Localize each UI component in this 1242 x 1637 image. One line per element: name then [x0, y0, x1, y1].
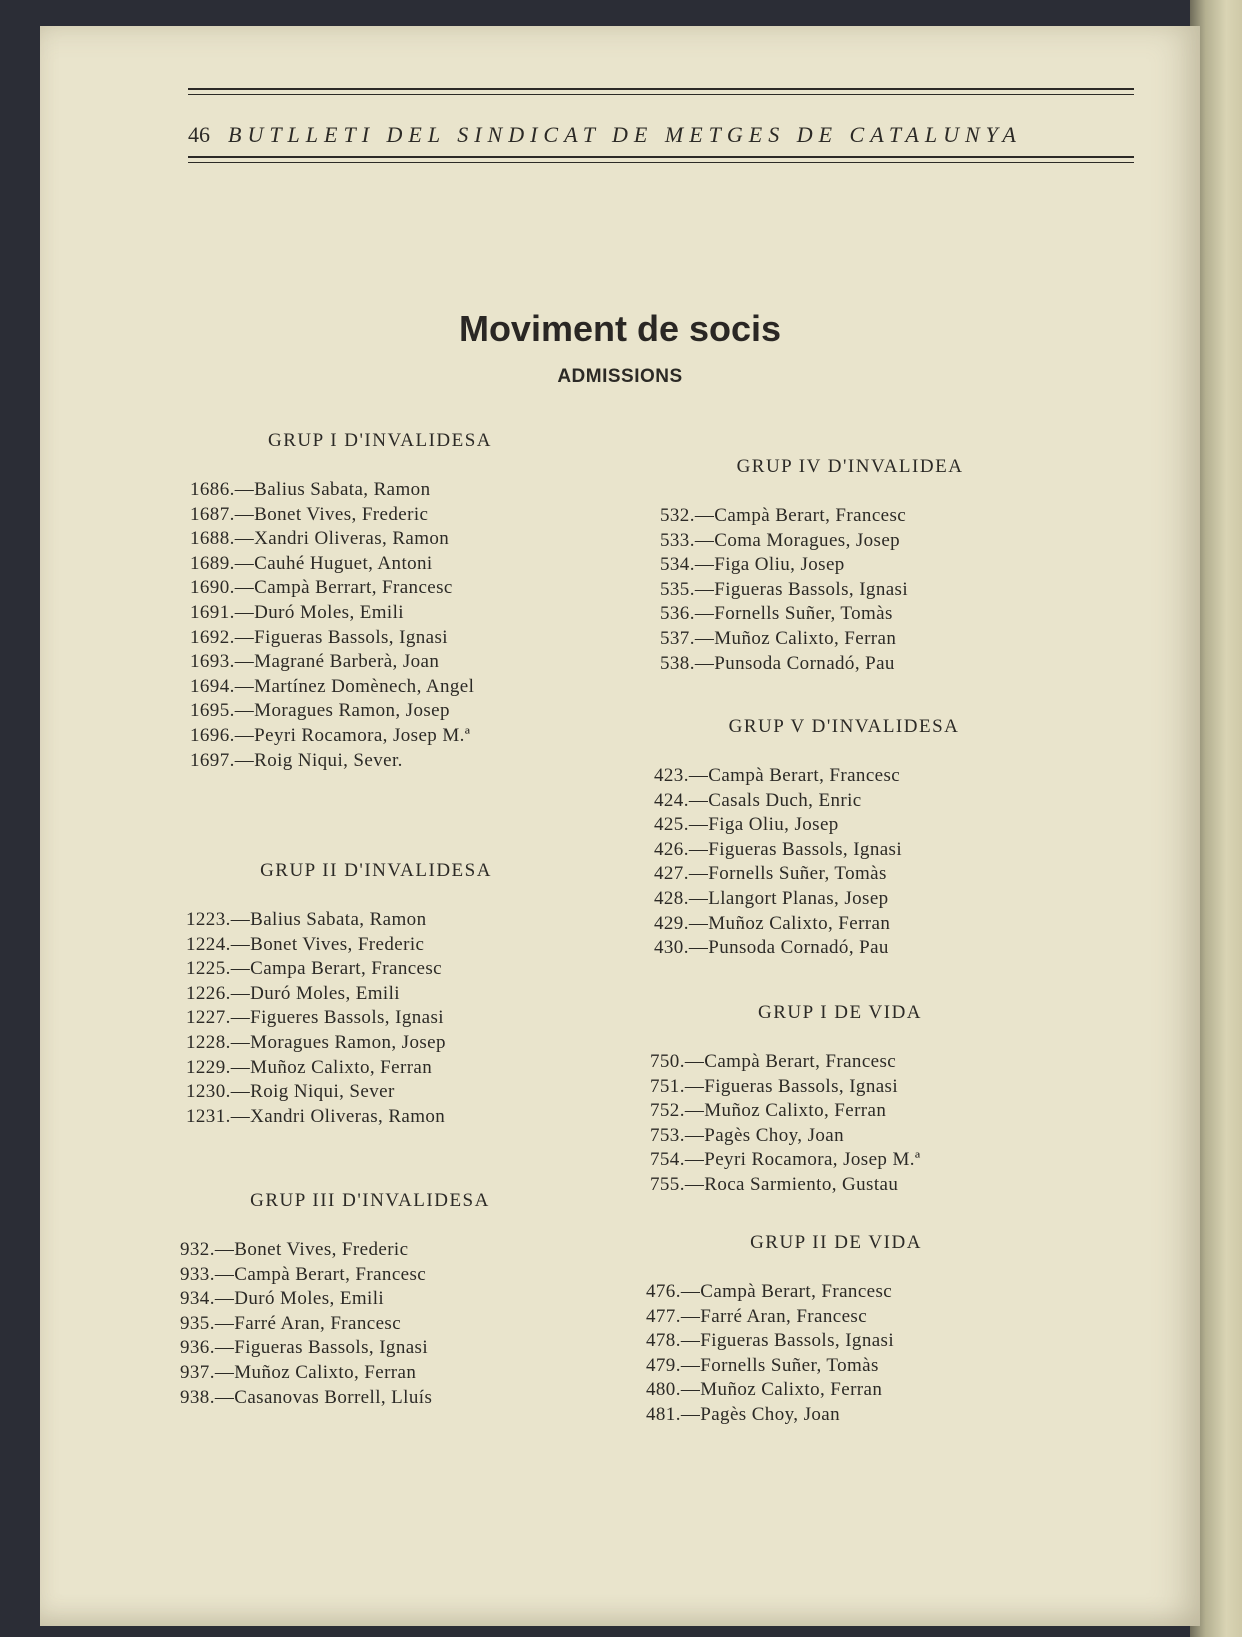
list-item: 1690.—Campà Berrart, Francesc — [190, 577, 453, 599]
list-item: 1688.—Xandri Oliveras, Ramon — [190, 528, 450, 550]
list-item: 750.—Campà Berart, Francesc — [650, 1051, 897, 1072]
running-header — [188, 88, 1134, 180]
group-invalidesa-2 — [186, 860, 566, 1129]
list-item: 424.—Casals Duch, Enric — [654, 789, 862, 811]
list-item: 754.—Peyri Rocamora, Josep M.ª — [650, 1149, 921, 1171]
list-item: 1689.—Cauhé Huguet, Antoni — [190, 552, 433, 574]
page-title: Moviment de socis — [458, 308, 782, 349]
list-item: 1230.—Roig Niqui, Sever — [186, 1081, 395, 1103]
list-item: 936.—Figueras Bassols, Ignasi — [180, 1337, 429, 1359]
list-item: 1692.—Figueras Bassols, Ignasi — [190, 626, 448, 648]
group-vida-2 — [646, 1232, 1026, 1428]
list-item: 426.—Figueras Bassols, Ignasi — [654, 838, 903, 860]
list-item: 935.—Farré Aran, Francesc — [180, 1312, 402, 1334]
group-invalidesa-4 — [660, 456, 1040, 676]
list-item: 428.—Llangort Planas, Josep — [654, 887, 889, 909]
journal-title: BUTLLETI DEL SINDICAT DE METGES DE CATALUNYA — [228, 122, 1022, 147]
list-item: 1228.—Moragues Ramon, Josep — [186, 1031, 446, 1053]
list-item: 934.—Duró Moles, Emili — [180, 1288, 385, 1310]
list-item: 479.—Fornells Suñer, Tomàs — [646, 1354, 879, 1376]
page-number: 46 — [188, 122, 210, 147]
list-item: 1225.—Campa Berart, Francesc — [186, 958, 443, 980]
list-item: 752.—Muñoz Calixto, Ferran — [650, 1100, 887, 1122]
list-item: 1226.—Duró Moles, Emili — [186, 982, 400, 1004]
group-vida-1 — [650, 1002, 1030, 1198]
list-item: 751.—Figueras Bassols, Ignasi — [650, 1075, 899, 1097]
list-item: 427.—Fornells Suñer, Tomàs — [654, 863, 887, 885]
header-rule-top-thin — [188, 94, 1134, 95]
group-title: GRUP IV D'INVALIDEA — [736, 456, 964, 477]
group-title: GRUP I D'INVALIDESA — [267, 430, 493, 451]
page-subtitle: ADMISSIONS — [557, 366, 683, 387]
list-item: 476.—Campà Berart, Francesc — [646, 1281, 893, 1302]
list-item: 937.—Muñoz Calixto, Ferran — [180, 1361, 417, 1383]
list-item: 1694.—Martínez Domènech, Angel — [190, 675, 475, 697]
list-item: 425.—Figa Oliu, Josep — [654, 814, 839, 836]
list-item: 1686.—Balius Sabata, Ramon — [190, 479, 431, 500]
list-item: 478.—Figueras Bassols, Ignasi — [646, 1330, 895, 1352]
list-item: 753.—Pagès Choy, Joan — [650, 1124, 844, 1146]
list-item: 537.—Muñoz Calixto, Ferran — [660, 627, 897, 649]
header-rule-top — [188, 88, 1134, 90]
list-item: 430.—Punsoda Cornadó, Pau — [654, 937, 889, 959]
list-item: 480.—Muñoz Calixto, Ferran — [646, 1379, 883, 1401]
group-title: GRUP I DE VIDA — [757, 1002, 923, 1023]
list-item: 1693.—Magrané Barberà, Joan — [190, 651, 440, 673]
list-item: 933.—Campà Berart, Francesc — [180, 1263, 427, 1285]
list-item: 533.—Coma Moragues, Josep — [660, 529, 901, 551]
list-item: 535.—Figueras Bassols, Ignasi — [660, 578, 909, 600]
list-item: 532.—Campà Berart, Francesc — [660, 505, 907, 526]
list-item: 1224.—Bonet Vives, Frederic — [186, 933, 425, 955]
list-item: 1231.—Xandri Oliveras, Ramon — [186, 1105, 446, 1127]
document-page — [40, 26, 1200, 1626]
list-item: 1695.—Moragues Ramon, Josep — [190, 700, 450, 722]
list-item: 1697.—Roig Niqui, Sever. — [190, 749, 403, 771]
list-item: 932.—Bonet Vives, Frederic — [180, 1239, 409, 1260]
group-title: GRUP III D'INVALIDESA — [250, 1190, 490, 1211]
group-title: GRUP V D'INVALIDESA — [728, 716, 960, 737]
header-rule-bottom — [188, 156, 1134, 158]
list-item: 538.—Punsoda Cornadó, Pau — [660, 652, 895, 674]
list-item: 477.—Farré Aran, Francesc — [646, 1305, 868, 1327]
group-invalidesa-5 — [654, 716, 1034, 961]
list-item: 1691.—Duró Moles, Emili — [190, 601, 404, 623]
list-item: 1223.—Balius Sabata, Ramon — [186, 909, 427, 930]
list-item: 481.—Pagès Choy, Joan — [646, 1403, 840, 1425]
list-item: 1687.—Bonet Vives, Frederic — [190, 503, 429, 525]
list-item: 1696.—Peyri Rocamora, Josep M.ª — [190, 724, 471, 746]
list-item: 423.—Campà Berart, Francesc — [654, 765, 901, 786]
list-item: 755.—Roca Sarmiento, Gustau — [650, 1173, 899, 1195]
list-item: 429.—Muñoz Calixto, Ferran — [654, 912, 891, 934]
header-rule-bottom-thin — [188, 162, 1134, 163]
group-invalidesa-3 — [180, 1190, 560, 1410]
group-title: GRUP II DE VIDA — [750, 1232, 922, 1253]
list-item: 938.—Casanovas Borrell, Lluís — [180, 1386, 433, 1408]
list-item: 1227.—Figueres Bassols, Ignasi — [186, 1007, 444, 1029]
list-item: 1229.—Muñoz Calixto, Ferran — [186, 1056, 433, 1078]
header-line — [188, 122, 1134, 148]
group-invalidesa-1 — [190, 430, 570, 773]
list-item: 534.—Figa Oliu, Josep — [660, 554, 845, 576]
group-title: GRUP II D'INVALIDESA — [260, 860, 492, 881]
list-item: 536.—Fornells Suñer, Tomàs — [660, 603, 893, 625]
